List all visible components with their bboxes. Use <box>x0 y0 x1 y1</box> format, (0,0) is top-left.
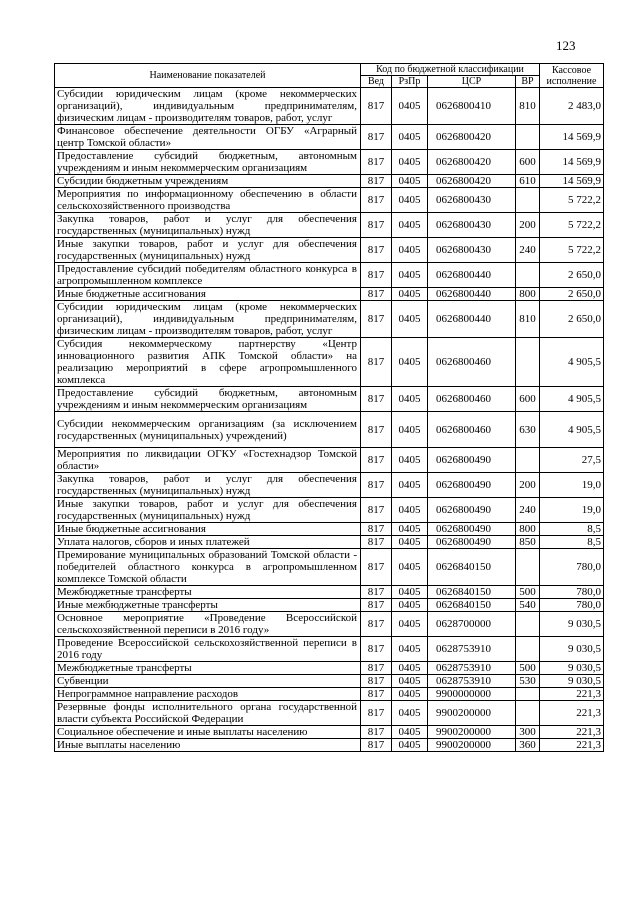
table-row <box>55 662 604 675</box>
row-vr <box>516 637 540 662</box>
row-rzpr: 0405 <box>392 387 428 412</box>
row-csr: 9900200000 <box>428 701 516 726</box>
row-vr: 200 <box>516 473 540 498</box>
row-ved: 817 <box>361 288 392 301</box>
header-execution: Кассовое исполнение <box>540 64 604 88</box>
row-name: Субсидия некоммерческому партнерству «Центр инновационного развития АПК Томской области» на реализацию мероприятий в сфере агропромышленного комплекса <box>55 338 361 387</box>
row-ved: 817 <box>361 125 392 150</box>
row-vr <box>516 188 540 213</box>
row-ved: 817 <box>361 448 392 473</box>
table-row <box>55 188 604 213</box>
row-rzpr: 0405 <box>392 637 428 662</box>
table-row <box>55 150 604 175</box>
row-rzpr: 0405 <box>392 301 428 338</box>
table-row <box>55 288 604 301</box>
table-row <box>55 412 604 448</box>
row-name: Субсидии бюджетным учреждениям <box>55 175 361 188</box>
table-row <box>55 599 604 612</box>
row-rzpr: 0405 <box>392 498 428 523</box>
row-csr: 0626840150 <box>428 549 516 586</box>
row-amount: 9 030,5 <box>540 637 604 662</box>
table-row <box>55 726 604 739</box>
row-vr: 800 <box>516 288 540 301</box>
table-row <box>55 473 604 498</box>
row-csr: 0628753910 <box>428 675 516 688</box>
row-amount: 2 650,0 <box>540 301 604 338</box>
row-amount: 14 569,9 <box>540 125 604 150</box>
table-row <box>55 612 604 637</box>
table-row <box>55 536 604 549</box>
row-ved: 817 <box>361 150 392 175</box>
row-csr: 0626800460 <box>428 387 516 412</box>
row-csr: 0626800460 <box>428 412 516 448</box>
row-rzpr: 0405 <box>392 238 428 263</box>
row-name: Основное мероприятие «Проведение Всероссийской сельскохозяйственной переписи в 2016 году» <box>55 612 361 637</box>
row-csr: 0626800420 <box>428 175 516 188</box>
row-name: Мероприятия по информационному обеспечению в области сельскохозяйственного производства <box>55 188 361 213</box>
row-name: Субсидии юридическим лицам (кроме некоммерческих организаций), индивидуальным предпринимателям, физическим лицам - производителям товаров, работ, услуг <box>55 88 361 125</box>
row-vr: 810 <box>516 301 540 338</box>
row-rzpr: 0405 <box>392 523 428 536</box>
row-vr: 800 <box>516 523 540 536</box>
row-rzpr: 0405 <box>392 338 428 387</box>
row-name: Межбюджетные трансферты <box>55 662 361 675</box>
table-row <box>55 301 604 338</box>
row-ved: 817 <box>361 88 392 125</box>
table-row <box>55 549 604 586</box>
row-rzpr: 0405 <box>392 175 428 188</box>
row-csr: 0626800490 <box>428 536 516 549</box>
row-amount: 4 905,5 <box>540 387 604 412</box>
table-row <box>55 688 604 701</box>
table-row <box>55 387 604 412</box>
row-amount: 2 483,0 <box>540 88 604 125</box>
header-csr: ЦСР <box>428 76 516 88</box>
row-vr: 610 <box>516 175 540 188</box>
table-row <box>55 238 604 263</box>
row-ved: 817 <box>361 549 392 586</box>
row-name: Резервные фонды исполнительного органа государственной власти субъекта Российской Федерации <box>55 701 361 726</box>
row-amount: 2 650,0 <box>540 263 604 288</box>
row-name: Субвенции <box>55 675 361 688</box>
row-rzpr: 0405 <box>392 612 428 637</box>
row-ved: 817 <box>361 473 392 498</box>
table-row <box>55 701 604 726</box>
row-vr <box>516 125 540 150</box>
row-rzpr: 0405 <box>392 412 428 448</box>
row-amount: 9 030,5 <box>540 612 604 637</box>
row-rzpr: 0405 <box>392 125 428 150</box>
table-row <box>55 739 604 752</box>
row-name: Финансовое обеспечение деятельности ОГБУ «Аграрный центр Томской области» <box>55 125 361 150</box>
row-rzpr: 0405 <box>392 536 428 549</box>
row-vr <box>516 688 540 701</box>
row-name: Иные закупки товаров, работ и услуг для обеспечения государственных (муниципальных) нужд <box>55 498 361 523</box>
row-name: Иные выплаты населению <box>55 739 361 752</box>
row-ved: 817 <box>361 662 392 675</box>
row-csr: 0626800440 <box>428 263 516 288</box>
row-ved: 817 <box>361 412 392 448</box>
row-csr: 0626800430 <box>428 213 516 238</box>
table-body <box>55 88 604 752</box>
row-csr: 0626800490 <box>428 523 516 536</box>
row-rzpr: 0405 <box>392 726 428 739</box>
row-ved: 817 <box>361 637 392 662</box>
row-ved: 817 <box>361 586 392 599</box>
row-csr: 0626800490 <box>428 473 516 498</box>
row-name: Субсидии юридическим лицам (кроме некоммерческих организаций), индивидуальным предпринимателям, физическим лицам - производителям товаров, работ, услуг <box>55 301 361 338</box>
row-name: Субсидии некоммерческим организациям (за исключением государственных (муниципальных) учреждений) <box>55 412 361 448</box>
row-amount: 5 722,2 <box>540 188 604 213</box>
row-name: Предоставление субсидий победителям областного конкурса в агропромышленном комплексе <box>55 263 361 288</box>
table-row <box>55 637 604 662</box>
row-amount: 19,0 <box>540 473 604 498</box>
row-name: Закупка товаров, работ и услуг для обеспечения государственных (муниципальных) нужд <box>55 213 361 238</box>
table-row <box>55 125 604 150</box>
row-name: Иные бюджетные ассигнования <box>55 523 361 536</box>
table-row <box>55 175 604 188</box>
row-rzpr: 0405 <box>392 188 428 213</box>
row-vr: 240 <box>516 238 540 263</box>
row-vr: 240 <box>516 498 540 523</box>
table-header <box>55 64 604 88</box>
row-vr: 630 <box>516 412 540 448</box>
row-csr: 0626800430 <box>428 188 516 213</box>
row-ved: 817 <box>361 523 392 536</box>
header-vr: ВР <box>516 76 540 88</box>
row-ved: 817 <box>361 188 392 213</box>
row-ved: 817 <box>361 612 392 637</box>
row-name: Иные закупки товаров, работ и услуг для обеспечения государственных (муниципальных) нужд <box>55 238 361 263</box>
table-row <box>55 338 604 387</box>
row-csr: 0628700000 <box>428 612 516 637</box>
row-ved: 817 <box>361 498 392 523</box>
row-ved: 817 <box>361 338 392 387</box>
table-row <box>55 88 604 125</box>
row-name: Межбюджетные трансферты <box>55 586 361 599</box>
row-vr: 300 <box>516 726 540 739</box>
row-rzpr: 0405 <box>392 549 428 586</box>
row-amount: 4 905,5 <box>540 338 604 387</box>
row-rzpr: 0405 <box>392 88 428 125</box>
row-csr: 0626800410 <box>428 88 516 125</box>
table-row <box>55 586 604 599</box>
row-amount: 27,5 <box>540 448 604 473</box>
header-name: Наименование показателей <box>55 64 361 88</box>
row-vr: 360 <box>516 739 540 752</box>
row-csr: 0626800430 <box>428 238 516 263</box>
row-csr: 0626840150 <box>428 586 516 599</box>
row-rzpr: 0405 <box>392 213 428 238</box>
row-ved: 817 <box>361 688 392 701</box>
row-ved: 817 <box>361 238 392 263</box>
header-code-group: Код по бюджетной классификации <box>361 64 540 76</box>
row-rzpr: 0405 <box>392 599 428 612</box>
row-rzpr: 0405 <box>392 662 428 675</box>
table-row <box>55 523 604 536</box>
row-amount: 4 905,5 <box>540 412 604 448</box>
row-name: Предоставление субсидий бюджетным, автономным учреждениям и иным некоммерческим организациям <box>55 150 361 175</box>
row-ved: 817 <box>361 701 392 726</box>
row-rzpr: 0405 <box>392 739 428 752</box>
row-csr: 0626800490 <box>428 498 516 523</box>
row-amount: 19,0 <box>540 498 604 523</box>
row-name: Иные межбюджетные трансферты <box>55 599 361 612</box>
row-ved: 817 <box>361 739 392 752</box>
row-vr <box>516 549 540 586</box>
table-row <box>55 498 604 523</box>
header-ved: Вед <box>361 76 392 88</box>
row-amount: 9 030,5 <box>540 662 604 675</box>
row-vr <box>516 701 540 726</box>
row-rzpr: 0405 <box>392 263 428 288</box>
row-vr: 600 <box>516 150 540 175</box>
row-csr: 0626800460 <box>428 338 516 387</box>
row-vr <box>516 448 540 473</box>
table-row <box>55 675 604 688</box>
row-vr: 500 <box>516 662 540 675</box>
table-row <box>55 448 604 473</box>
row-csr: 9900200000 <box>428 726 516 739</box>
row-name: Мероприятия по ликвидации ОГКУ «Гостехнадзор Томской области» <box>55 448 361 473</box>
row-rzpr: 0405 <box>392 150 428 175</box>
row-ved: 817 <box>361 263 392 288</box>
row-csr: 0626800440 <box>428 288 516 301</box>
row-name: Социальное обеспечение и иные выплаты населению <box>55 726 361 739</box>
row-rzpr: 0405 <box>392 288 428 301</box>
row-rzpr: 0405 <box>392 675 428 688</box>
row-csr: 0626800420 <box>428 125 516 150</box>
row-rzpr: 0405 <box>392 586 428 599</box>
row-ved: 817 <box>361 301 392 338</box>
row-amount: 221,3 <box>540 739 604 752</box>
row-vr: 850 <box>516 536 540 549</box>
row-amount: 14 569,9 <box>540 175 604 188</box>
row-csr: 0626840150 <box>428 599 516 612</box>
row-amount: 221,3 <box>540 726 604 739</box>
row-amount: 5 722,2 <box>540 238 604 263</box>
row-vr <box>516 338 540 387</box>
row-csr: 0626800420 <box>428 150 516 175</box>
row-name: Предоставление субсидий бюджетным, автономным учреждениям и иным некоммерческим организациям <box>55 387 361 412</box>
row-csr: 9900000000 <box>428 688 516 701</box>
row-name: Уплата налогов, сборов и иных платежей <box>55 536 361 549</box>
row-amount: 8,5 <box>540 523 604 536</box>
row-amount: 780,0 <box>540 599 604 612</box>
row-amount: 780,0 <box>540 586 604 599</box>
row-csr: 9900200000 <box>428 739 516 752</box>
row-vr: 530 <box>516 675 540 688</box>
row-vr: 200 <box>516 213 540 238</box>
row-vr <box>516 612 540 637</box>
row-vr <box>516 263 540 288</box>
row-csr: 0628753910 <box>428 662 516 675</box>
row-name: Проведение Всероссийской сельскохозяйственной переписи в 2016 году <box>55 637 361 662</box>
row-csr: 0628753910 <box>428 637 516 662</box>
header-rzpr: РзПр <box>392 76 428 88</box>
row-rzpr: 0405 <box>392 473 428 498</box>
row-name: Иные бюджетные ассигнования <box>55 288 361 301</box>
row-csr: 0626800440 <box>428 301 516 338</box>
row-ved: 817 <box>361 536 392 549</box>
row-rzpr: 0405 <box>392 701 428 726</box>
row-amount: 8,5 <box>540 536 604 549</box>
row-amount: 5 722,2 <box>540 213 604 238</box>
row-csr: 0626800490 <box>428 448 516 473</box>
row-vr: 540 <box>516 599 540 612</box>
budget-table <box>54 63 604 752</box>
row-rzpr: 0405 <box>392 448 428 473</box>
row-ved: 817 <box>361 599 392 612</box>
row-vr: 500 <box>516 586 540 599</box>
table-row <box>55 263 604 288</box>
table-row <box>55 213 604 238</box>
row-amount: 780,0 <box>540 549 604 586</box>
row-ved: 817 <box>361 175 392 188</box>
row-vr: 810 <box>516 88 540 125</box>
row-amount: 14 569,9 <box>540 150 604 175</box>
row-name: Непрограммное направление расходов <box>55 688 361 701</box>
row-rzpr: 0405 <box>392 688 428 701</box>
row-amount: 221,3 <box>540 701 604 726</box>
row-ved: 817 <box>361 213 392 238</box>
row-amount: 2 650,0 <box>540 288 604 301</box>
row-amount: 9 030,5 <box>540 675 604 688</box>
row-amount: 221,3 <box>540 688 604 701</box>
row-ved: 817 <box>361 726 392 739</box>
row-ved: 817 <box>361 675 392 688</box>
row-name: Закупка товаров, работ и услуг для обеспечения государственных (муниципальных) нужд <box>55 473 361 498</box>
row-vr: 600 <box>516 387 540 412</box>
row-ved: 817 <box>361 387 392 412</box>
row-name: Премирование муниципальных образований Томской области - победителей областного конкурса в агропромышленном комплексе Томской области <box>55 549 361 586</box>
page-number: 123 <box>556 38 576 53</box>
